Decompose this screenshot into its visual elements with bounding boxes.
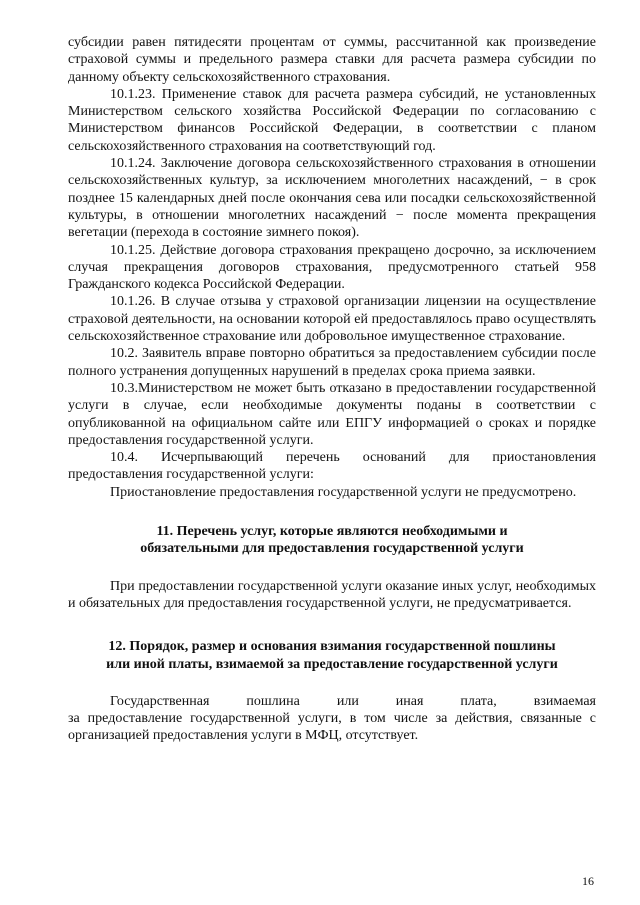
page-number: 16 bbox=[582, 874, 594, 888]
section-12-body bbox=[68, 693, 596, 745]
paragraph-suspension-note: Приостановление предоставления государственной услуги не предусмотрено. bbox=[110, 484, 577, 500]
paragraph-10-3: 10.3.Министерством не может быть отказано в предоставлении государственной услуги в случае, если необходимые документы поданы в соответствии с опубликованной на официальном сайте или ЕПГУ информацией о сроках и порядке предоставления государственной услуги. bbox=[68, 380, 596, 448]
paragraph-10-1-25: 10.1.25. Действие договора страхования прекращено досрочно, за исключением случая прекращения договоров страхования, предусмотренного статьей 958 Гражданского кодекса Российской Федерации. bbox=[68, 242, 596, 293]
paragraph-10-4: 10.4. Исчерпывающий перечень оснований для приостановления предоставления государственной услуги: bbox=[68, 450, 596, 483]
paragraph-10-1-26: 10.1.26. В случае отзыва у страховой организации лицензии на осуществление страховой деятельности, на основании которой ей предоставлялось право осуществлять сельскохозяйственное страхование или добровольное имущественное страхование. bbox=[68, 294, 596, 345]
section-12-body-rest: за предоставление государственной услуги, в том числе за действия, связанные с организацией предоставления услуги в МФЦ, отсутствует. bbox=[68, 711, 596, 744]
paragraph-subsidy-continuation: субсидии равен пятидесяти процентам от суммы, рассчитанной как произведение страховой суммы и предельного размера ставки для расчета размера субсидии по данному объекту сельскохозяйственного страхования. bbox=[68, 35, 596, 85]
section-12-title-line2: или иной платы, взимаемой за предоставление государственной услуги bbox=[106, 656, 558, 672]
section-11-body: При предоставлении государственной услуги оказание иных услуг, необходимых и обязательных для предоставления государственной услуги, не предусматривается. bbox=[68, 578, 596, 611]
section-11-heading bbox=[68, 523, 596, 558]
section-12-heading bbox=[68, 638, 596, 673]
section-12-title-line1: 12. Порядок, размер и основания взимания государственной пошлины bbox=[108, 639, 556, 655]
section-12-body-line1: Государственная пошлина или иная плата, взимаемая bbox=[110, 693, 596, 709]
paragraph-10-1-23: 10.1.23. Применение ставок для расчета размера субсидий, не установленных Министерством сельского хозяйства Российской Федерации по согласованию с Министерством финансов Российской Федерации, в соответствии с планом сельскохозяйственного страхования на соответствующий год. bbox=[68, 86, 596, 154]
paragraph-10-1-24: 10.1.24. Заключение договора сельскохозяйственного страхования в отношении сельскохозяйственных культур, за исключением многолетних насаждений, − в срок позднее 15 календарных дней после окончания сева или посадки сельскохозяйственной культуры, в отношении многолетних насаждений − после момента прекращения вегетации (перехода в состояние зимнего покоя). bbox=[68, 156, 596, 241]
paragraph-10-2: 10.2. Заявитель вправе повторно обратиться за предоставлением субсидии после полного устранения допущенных нарушений в пределах срока приема заявки. bbox=[68, 346, 596, 379]
document-page bbox=[68, 34, 596, 745]
section-11-title-line1: 11. Перечень услуг, которые являются необходимыми и bbox=[156, 524, 508, 540]
section-11-title-line2: обязательными для предоставления государственной услуги bbox=[140, 541, 524, 557]
